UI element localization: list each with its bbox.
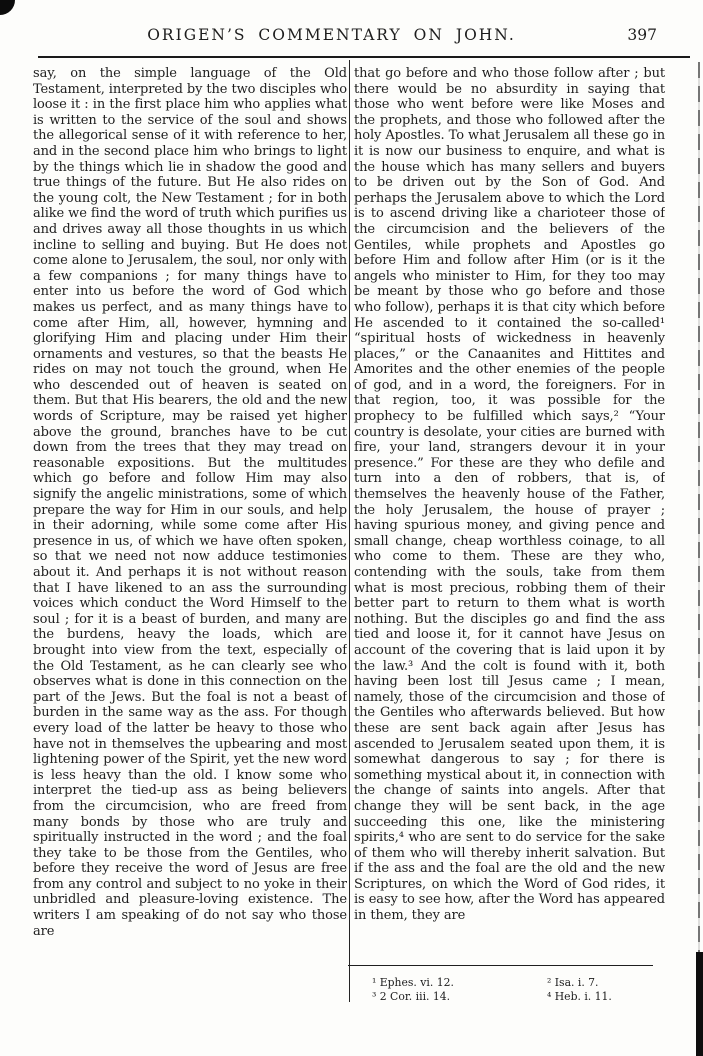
header-rule [38,56,690,58]
footnote-3: ³ 2 Cor. iii. 14. [372,989,451,1003]
footnote-4: ⁴ Heb. i. 11. [547,989,612,1003]
footnote-1: ¹ Ephes. vi. 12. [372,976,454,989]
scan-right-edge-bar [696,952,703,1056]
scan-right-edge-line [698,62,700,955]
right-column-text: that go before and who those follow after ; but there would be no absurdity in saying that those who went before were like Moses and the prophets, and those who followed after the holy Apostles. To what Jerusalem all these go in it is now our business to enquire, and what is the house which has many sellers and buyers to be driven out by the Son of God. And perhaps the Jerusalem above to which the Lord is to ascend driving like a charioteer those of the circumcision and the believers of the Gentiles, while prophets and Apostles go before Him and follow after Him (or is it the angels who minister to Him, for they too may be meant by those who go before and those who follow), perhaps it is that city which before He ascended to it contained the so-called¹ “spiritual hosts of wickedness in heavenly places,” or the Canaanites and Hittites and Amorites and the other enemies of the people of god, and in a word, the foreigners. For in that region, too, it was possible for the prophecy to be fulfilled which says,² “Your country is desolate, your cities are burned with fire, your land, strangers devour it in your presence.” For these are they who defile and turn into a den of robbers, that is, of themselves the heavenly house of the Father, the holy Jerusalem, the house of prayer ; having spurious money, and giving pence and small change, cheap worthless coinage, to all who come to them. These are they who, contending with the souls, take from them what is most precious, robbing them of their better part to return to them what is worth nothing. But the disciples go and find the ass tied and loose it, for it cannot have Jesus on account of the covering that is laid upon it by the law.³ And the colt is found with it, both having been lost till Jesus came ; I mean, namely, those of the circumcision and those of the Gentiles who afterwards believed. But how these are sent back again after Jesus has ascended to Jerusalem seated upon them, it is somewhat dangerous to say ; for there is something mystical about it, in connection with the change of saints into angels. After that change they will be sent back, in the age succeeding this one, like the ministering spirits,⁴ who are sent to do service for the sake of them who will thereby inherit salvation. But if the ass and the foal are the old and the new Scriptures, on which the Word of God rides, it is easy to see how, after the Word has appeared in them, they are [354,66,665,924]
footnote-column-1 [372,976,547,1003]
left-column-text: say, on the simple language of the Old Testament, interpreted by the two disciples who loose it : in the first place him who applies what is written to the service of the soul and shows the allegorical sense of it with reference to her, and in the second place him who brings to light by the things which lie in shadow the good and true things of the future. But He also rides on the young colt, the New Testament ; for in both alike we find the word of truth which purifies us and drives away all those thoughts in us which incline to selling and buying. But He does not come alone to Jerusalem, the soul, nor only with a few companions ; for many things have to enter into us before the word of God which makes us perfect, and as many things have to come after Him, all, however, hymning and glorifying Him and placing under Him their ornaments and vestures, so that the beasts He rides on may not touch the ground, when He who descended out of heaven is seated on them. But that His bearers, the old and the new words of Scripture, may be raised yet higher above the ground, branches have to be cut down from the trees that they may tread on reasonable expositions. But the multitudes which go before and follow Him may also signify the angelic ministrations, some of which prepare the way for Him in our souls, and help in their adorning, while some come after His presence in us, of which we have often spoken, so that we need not now adduce testimonies about it. And perhaps it is not without reason that I have likened to an ass the surrounding voices which conduct the Word Himself to the soul ; for it is a beast of burden, and many are the burdens, heavy the loads, which are brought into view from the text, especially of the Old Testament, as he can clearly see who observes what is done in this connection on the part of the Jews. But the foal is not a beast of burden in the same way as the ass. For though every load of the latter be heavy to those who have not in themselves the upbearing and most lightening power of the Spirit, yet the new word is less heavy than the old. I know some who interpret the tied-up ass as being believers from the circumcision, who are freed from many bonds by those who are truly and spiritually instructed in the word ; and the foal they take to be those from the Gentiles, who before they receive the word of Jesus are free from any control and subject to no yoke in their unbridled and pleasure-loving existence. The writers I am speaking of do not say who those are [33,66,347,939]
footnote-column-2 [547,976,665,1003]
footnote-rule [348,965,653,966]
column-divider [349,60,350,1002]
footnote-2: ² Isa. i. 7. [547,976,599,989]
footnote-block [354,976,665,1003]
scan-corner-artifact [0,0,15,15]
page-number: 397 [627,26,657,44]
running-title: ORIGEN’S COMMENTARY ON JOHN. [147,26,516,44]
